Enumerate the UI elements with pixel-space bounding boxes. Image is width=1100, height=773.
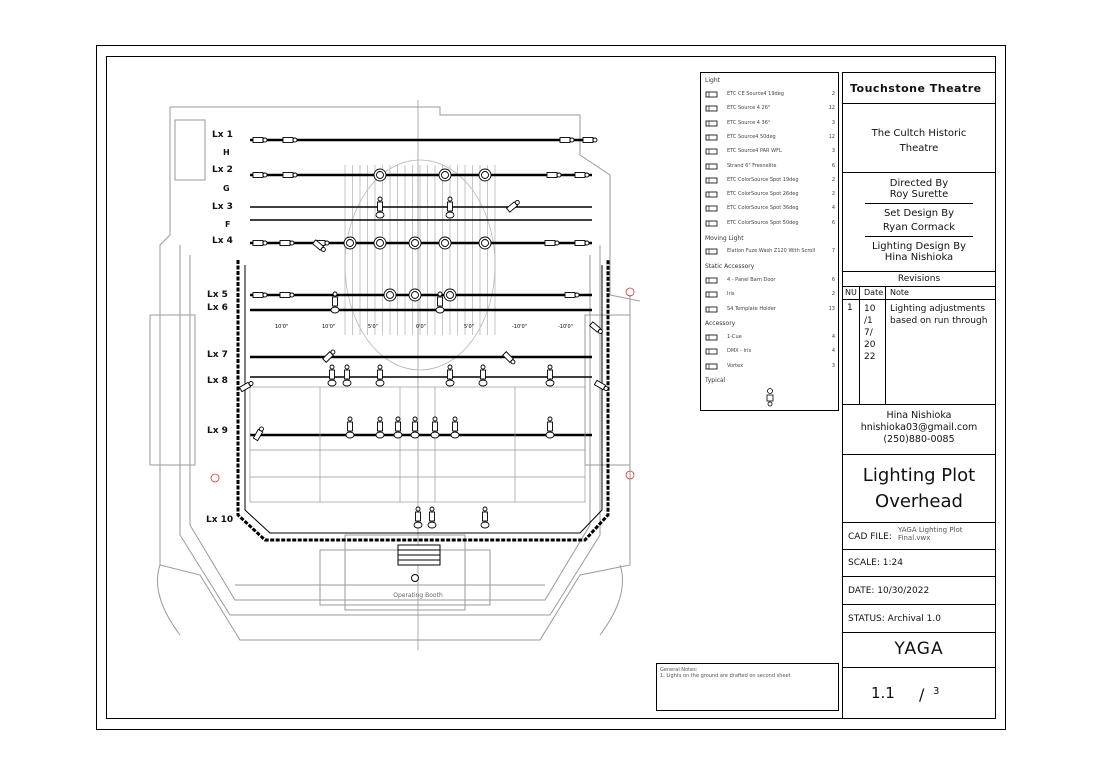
lighting-fixture-icon (283, 138, 297, 143)
lighting-fixture-icon (253, 426, 264, 441)
accessory-symbol-icon (705, 363, 717, 369)
lighting-fixture-icon (376, 365, 384, 386)
legend-item-name: ETC CE Source4 19deg (727, 91, 784, 97)
sheet-number: 1.1 (871, 684, 895, 702)
rev-header-date: Date (864, 288, 884, 297)
revisions-title: Revisions (843, 272, 995, 287)
legend-item-count: 13 (828, 305, 835, 312)
moving-light-symbol-icon (705, 248, 717, 254)
drawing-title-line-1: Lighting Plot (862, 465, 976, 486)
rev-number: 1 (847, 303, 853, 313)
electric-label: Lx 4 (212, 236, 233, 246)
theatre-name: Touchstone Theatre (850, 82, 982, 95)
moving-light-icon (374, 237, 386, 249)
legend-row (705, 347, 835, 357)
moving-light-icon (479, 169, 491, 181)
legend-item-name: ETC ColorSource Spot 26deg (727, 191, 799, 198)
company-name: YAGA (894, 639, 944, 659)
accessory-symbol-icon (705, 291, 717, 297)
legend-section-title: Light (705, 77, 720, 84)
dimension-label: 0'0" (416, 324, 427, 330)
set-designer-name: Ryan Cormack (882, 222, 956, 233)
dimension-label: -10'0" (512, 324, 528, 330)
lighting-fixture-icon (253, 241, 267, 246)
legend-item-name: 4 - Panel Barn Door (727, 277, 776, 283)
date-text: DATE: 10/30/2022 (848, 586, 930, 596)
legend-item-count: 6 (831, 277, 835, 283)
revisions-table (843, 272, 995, 405)
lighting-fixture-icon (253, 293, 267, 298)
legend-item-count: 2 (831, 176, 835, 183)
lighting-plan-drawing (140, 95, 640, 655)
sheet-separator: / (919, 685, 925, 704)
lighting-fixture-icon (446, 197, 454, 218)
lighting-fixture-icon (253, 173, 267, 178)
legend-row (705, 162, 835, 172)
dimension-label: 5'0" (368, 324, 379, 330)
lighting-fixture-icon (565, 293, 579, 298)
rev-note: Lighting adjustments based on run through (890, 304, 988, 326)
fixture-symbol-icon (705, 134, 717, 140)
lighting-fixture-icon (280, 241, 294, 246)
rev-header-note: Note (890, 288, 909, 297)
title-block (842, 72, 996, 719)
legend-item-count: 2 (831, 191, 835, 198)
line-letter: H (223, 148, 230, 157)
legend-section-title: Typical (705, 377, 726, 384)
lighting-fixture-icon (394, 417, 402, 438)
moving-light-icon (439, 237, 451, 249)
lighting-fixture-icon (451, 417, 459, 438)
legend-item-count: 6 (831, 162, 835, 169)
moving-light-icon (344, 237, 356, 249)
legend-row (705, 290, 835, 300)
legend-item-count: 4 (831, 348, 835, 355)
legend-item-name: S4 Template Holder (727, 305, 776, 312)
contact-email: hnishioka03@gmail.com (860, 422, 978, 433)
electric-label: Lx 3 (212, 202, 233, 212)
moving-light-icon (479, 237, 491, 249)
rev-date: 10 /1 7/ 20 22 (864, 304, 876, 362)
drawing-title-line-2: Overhead (875, 491, 963, 512)
legend-row (705, 362, 835, 372)
contact-phone: (250)880-0085 (883, 434, 955, 445)
legend-item-name: ETC ColorSource Spot 50deg (727, 219, 799, 226)
lighting-fixture-icon (280, 293, 294, 298)
lighting-fixture-icon (346, 417, 354, 438)
legend-row (705, 147, 835, 157)
legend-row (705, 219, 835, 229)
accessory-symbol-icon (705, 277, 717, 283)
booth-label: Operating Booth (393, 592, 443, 599)
lighting-designer-name: Hina Nishioka (884, 252, 954, 263)
legend-row (705, 247, 835, 257)
cad-file-name: YAGA Lighting Plot Final.vwx (898, 526, 963, 542)
lighting-fixture-icon (507, 199, 521, 212)
electric-label: Lx 7 (207, 350, 228, 360)
electric-label: Lx 5 (207, 290, 228, 300)
electric-label: Lx 9 (207, 426, 228, 436)
legend-row (705, 104, 835, 114)
legend-item-name: Elation Fuze Wash Z120 With Scroll (727, 248, 816, 254)
electric-label: Lx 10 (206, 515, 234, 525)
fixture-symbol-icon (705, 120, 717, 126)
cad-file-label: CAD FILE: (848, 532, 892, 542)
lighting-fixture-icon (428, 507, 436, 528)
legend-item-name: Iris (727, 291, 735, 298)
electric-label: Lx 2 (212, 165, 233, 175)
status-text: STATUS: Archival 1.0 (848, 614, 941, 624)
lighting-fixture-icon (575, 173, 589, 178)
lighting-fixture-icon (545, 241, 559, 246)
rev-header-number: NU (845, 288, 857, 297)
notes-title: General Notes: (660, 667, 698, 673)
legend-item-count: 4 (831, 205, 835, 212)
legend-item-name: DMX - Iris (727, 348, 752, 355)
legend-item-count: 3 (831, 119, 835, 126)
fixture-symbol-icon (705, 91, 717, 97)
fixture-symbol-icon (705, 148, 717, 154)
legend-row (705, 133, 835, 143)
legend-section-title: Static Accessory (705, 263, 755, 270)
legend-item-count: 7 (831, 248, 835, 254)
legend-section-title: Moving Light (705, 235, 744, 242)
lighting-fixture-icon (583, 138, 597, 143)
legend-item-name: ETC Source4 50deg (727, 133, 776, 140)
legend-item-name: ETC Source 4 26° (727, 105, 771, 112)
fixture-symbol-icon (705, 163, 717, 169)
fixture-symbol-icon (705, 105, 717, 111)
legend-item-name: ETC ColorSource Spot 36deg (727, 205, 799, 212)
lighting-fixture-icon (503, 352, 516, 365)
general-notes (656, 663, 839, 711)
accessory-symbol-icon (705, 306, 717, 312)
fixture-symbol-icon (705, 205, 717, 211)
legend-item-count: 2 (831, 291, 835, 298)
line-letter: G (223, 184, 230, 193)
legend-row (705, 305, 835, 315)
lighting-fixture-icon (343, 365, 351, 386)
legend-item-count: 4 (831, 334, 835, 340)
legend-row (705, 204, 835, 214)
legend-item-count: 2 (831, 91, 835, 97)
legend-row (705, 333, 835, 343)
legend-item-name: ETC ColorSource Spot 19deg (727, 176, 799, 183)
fixture-symbol-icon (705, 191, 717, 197)
lighting-fixture-icon (446, 365, 454, 386)
legend-item-name: ETC Source 4 36° (727, 119, 771, 126)
lighting-fixture-icon (414, 507, 422, 528)
typical-fixture-icon (764, 387, 776, 407)
lighting-fixture-icon (283, 173, 297, 178)
lighting-fixture-icon (481, 507, 489, 528)
notes-line: 1. Lights on the ground are drafted on second sheet (660, 673, 791, 679)
electric-label: Lx 1 (212, 130, 233, 140)
fixture-symbol-icon (705, 220, 717, 226)
contact-name: Hina Nishioka (886, 410, 952, 421)
lighting-design-label: Lighting Design By (871, 241, 967, 252)
fixture-symbol-icon (705, 177, 717, 183)
lighting-fixture-icon (323, 349, 336, 362)
lighting-fixture-icon (479, 365, 487, 386)
accessory-symbol-icon (705, 334, 717, 340)
electric-label: Lx 8 (207, 376, 228, 386)
legend-item-count: 3 (831, 362, 835, 369)
lighting-fixture-icon (431, 417, 439, 438)
legend-item-count: 12 (828, 105, 835, 112)
moving-light-icon (409, 289, 421, 301)
legend-row (705, 119, 835, 129)
lighting-fixture-icon (253, 138, 267, 143)
sheet-total: 3 (933, 686, 940, 697)
legend-row (705, 90, 835, 100)
lighting-fixture-icon (239, 380, 254, 391)
lighting-fixture-icon (546, 365, 554, 386)
legend-item-name: Strand 6" Fresnelite (727, 162, 777, 169)
legend-section-title: Accessory (705, 320, 736, 327)
legend-item-count: 6 (831, 219, 835, 226)
lighting-fixture-icon (376, 417, 384, 438)
lighting-fixture-icon (575, 241, 589, 246)
venue-name: The Cultch Historic Theatre (871, 128, 967, 154)
moving-light-icon (374, 169, 386, 181)
legend-item-count: 3 (831, 148, 835, 155)
dimension-label: 5'0" (464, 324, 475, 330)
lighting-fixture-icon (546, 417, 554, 438)
legend-row (705, 176, 835, 186)
directed-by-label: Directed By (889, 178, 949, 189)
dimension-label: 10'0" (322, 324, 336, 330)
accessory-symbol-icon (705, 348, 717, 354)
symbol-legend (700, 72, 839, 411)
moving-light-icon (444, 289, 456, 301)
legend-item-name: ETC Source4 PAR WFL (727, 148, 782, 155)
moving-light-icon (439, 169, 451, 181)
legend-row (705, 190, 835, 200)
lighting-fixture-icon (560, 138, 574, 143)
legend-item-name: 1-Cue (727, 334, 742, 340)
line-letter: F (225, 220, 231, 229)
lighting-fixture-icon (590, 322, 604, 335)
dimension-label: 10'0" (275, 324, 289, 330)
set-design-label: Set Design By (883, 208, 955, 219)
legend-item-name: Vortex (727, 362, 744, 369)
legend-item-count: 12 (828, 133, 835, 140)
electric-label: Lx 6 (207, 303, 228, 313)
dimension-label: -10'0" (558, 324, 574, 330)
scale-text: SCALE: 1:24 (848, 558, 903, 568)
lighting-fixture-icon (547, 173, 561, 178)
moving-light-icon (409, 237, 421, 249)
director-name: Roy Surette (889, 189, 949, 200)
legend-row (705, 276, 835, 286)
moving-light-icon (384, 289, 396, 301)
lighting-fixture-icon (328, 365, 336, 386)
